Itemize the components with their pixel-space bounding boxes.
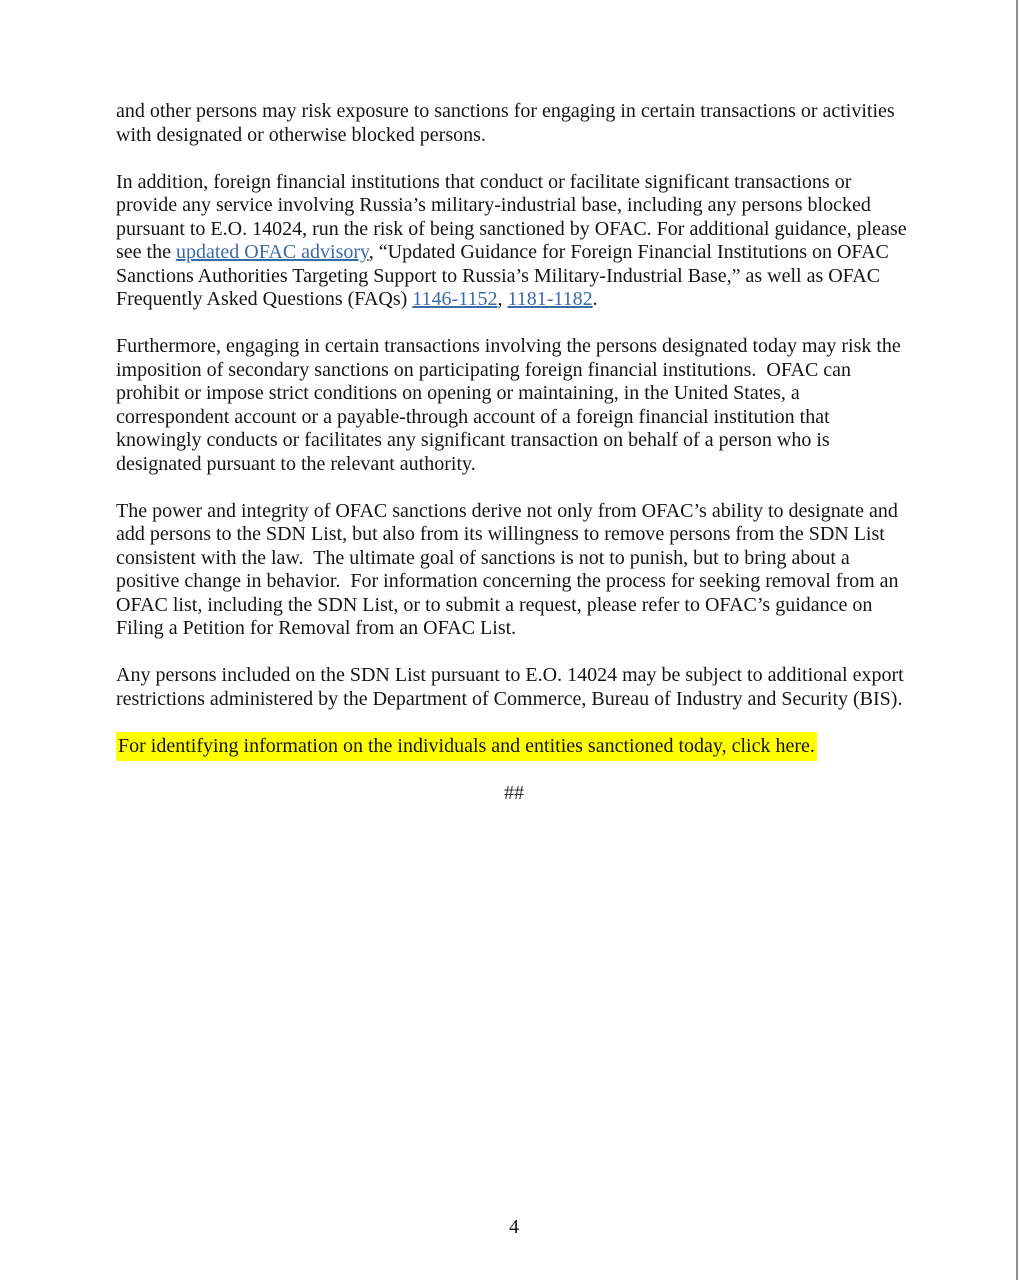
page-body <box>116 100 912 829</box>
inline-link[interactable]: updated OFAC advisory <box>175 241 369 263</box>
text-run: In addition, foreign financial institutions that conduct or facilitate significant transactions or provide any service involving Russia’s military-industrial base, including any persons blocked pursuant to E.O. 14024, run the risk of being sanctioned by OFAC. For additional guidance, please see the <box>116 170 912 263</box>
highlighted-notice <box>116 735 912 759</box>
text-run: . <box>809 734 815 757</box>
text-run: Furthermore, engaging in certain transactions involving the persons designated today may risk the imposition of secondary sanctions on participating foreign financial institutions. OFAC can prohibit or impose strict conditions on opening or maintaining, in the United States, a correspondent account or a payable-through account of a foreign financial institution that knowingly conducts or facilitates any significant transaction on behalf of a person who is designated pursuant to the relevant authority. <box>116 335 906 475</box>
click-here-link[interactable]: click here <box>731 734 810 757</box>
inline-link[interactable]: 1181-1182 <box>507 288 593 310</box>
body-paragraph-3 <box>116 335 912 476</box>
inline-link[interactable]: 1146-1152 <box>412 288 498 310</box>
text-run: The power and integrity of OFAC sanctions derive not only from OFAC’s ability to designate and add persons to the SDN List, but also from its willingness to remove persons from the SDN List consistent with the law. The ultimate goal of sanctions is not to punish, but to bring about a positive change in behavior. For information concerning the process for seeking removal from an OFAC list, including the SDN List, or to submit a request, please refer to OFAC’s guidance on Filing a Petition for Removal from an OFAC List. <box>116 499 904 639</box>
page-edge-divider <box>1016 0 1018 1280</box>
text-run: , “Updated Guidance for Foreign Financial Institutions on OFAC Sanctions Authorities Targeting Support to Russia’s Military-Industrial Base,” as well as OFAC Frequently Asked Questions (FAQs) <box>116 241 894 310</box>
highlighted-notice-text <box>116 732 817 761</box>
body-paragraph-2 <box>116 171 912 312</box>
end-of-release-mark: ## <box>504 781 524 804</box>
text-run: . <box>592 288 598 310</box>
text-run: For identifying information on the individuals and entities sanctioned today, <box>118 734 732 757</box>
text-run: Any persons included on the SDN List pursuant to E.O. 14024 may be subject to additional export restrictions administered by the Department of Commerce, Bureau of Industry and Security (BIS). <box>116 664 909 710</box>
body-paragraph-4 <box>116 500 912 641</box>
body-paragraph-5 <box>116 664 912 711</box>
body-paragraph-1 <box>116 100 912 147</box>
text-run: , <box>497 288 508 310</box>
page-number: 4 <box>509 1216 519 1238</box>
text-run: and other persons may risk exposure to sanctions for engaging in certain transactions or activities with designated or otherwise blocked persons. <box>116 100 900 146</box>
